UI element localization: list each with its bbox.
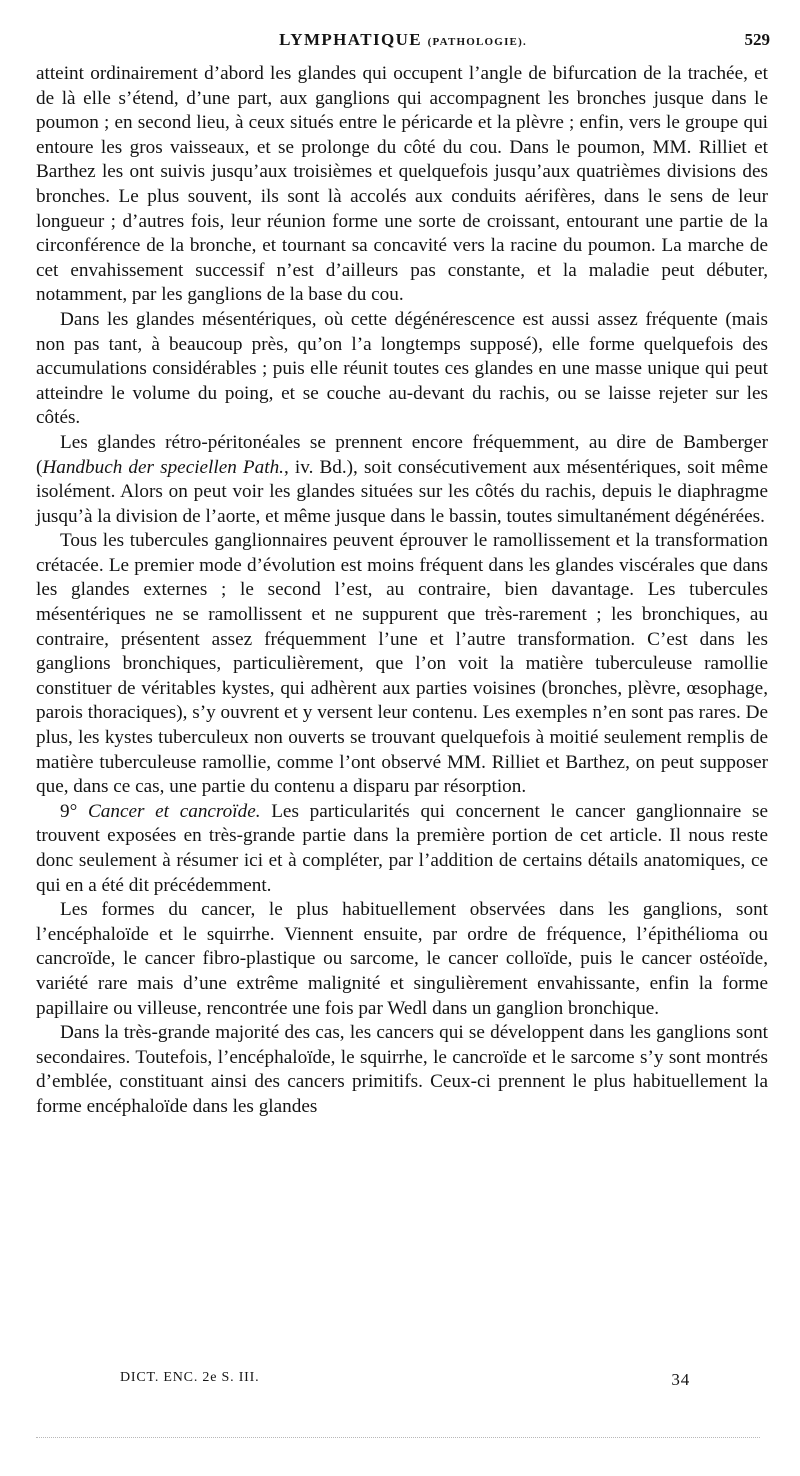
- paragraph-5-rest: Les particularités qui concernent le cancer ganglionnaire se trouvent exposées en très-grande partie dans la première portion de cet article. Il nous reste donc seulement à résumer ici et à compléter, par l’addition de certains détails anatomiques, ce qui en a été dit précédemment.: [36, 800, 768, 896]
- paragraph-1: atteint ordinairement d’abord les glandes qui occupent l’angle de bifurcation de la trachée, et de là elle s’étend, d’une part, aux ganglions qui accompagnent les bronches jusque dans le poumon ; en second lieu, à ceux situés entre le péricarde et la plèvre ; enfin, vers le groupe qui entoure les gros vaisseaux, et se prolonge du côté du cou. Dans le poumon, MM. Rilliet et Barthez les ont suivis jusqu’aux troisièmes et quelquefois jusqu’aux quatrièmes divisions des bronches. Le plus souvent, ils sont là accolés aux conduits aérifères, dans le sens de leur longueur ; d’autres fois, leur réunion forme une sorte de croissant, entourant une partie de la circonférence de la bronche, et tournant sa concavité vers la racine du poumon. La marche de cet envahissement successif n’est d’ailleurs pas constante, et la maladie peut débuter, notamment, par les ganglions de la base du cou.: [36, 63, 768, 306]
- paragraph-6: Les formes du cancer, le plus habituellement observées dans les ganglions, sont l’encéphaloïde et le squirrhe. Viennent ensuite, par ordre de fréquence, l’épithélioma ou cancroïde, le cancer fibro-plastique ou sarcome, le cancer colloïde, puis le cancer ostéoïde, variété rare mais d’une extrême malignité et singulièrement envahissante, enfin la forme papillaire ou villeuse, rencontrée une fois par Wedl dans un ganglion bronchique.: [36, 899, 768, 1019]
- paragraph-3-rest: , iv. Bd.), soit consécutivement aux mésentériques, soit même isolément. Alors on peut voir les glandes situées sur les côtés du rachis, depuis le diaphragme jusqu’à la division de l’aorte, et même jusque dans le bassin, toutes simultanément dégénérées.: [36, 456, 769, 527]
- signature-number: 34: [671, 1370, 690, 1389]
- printer-signature: [120, 1370, 690, 1392]
- paragraph-4: Tous les tubercules ganglionnaires peuvent éprouver le ramollissement et la transformation crétacée. Le premier mode d’évolution est moins fréquent dans les glandes viscérales que dans les glandes externes ; le second l’est, au contraire, bien davantage. Les tubercules mésentériques ne se ramollissent et ne suppurent que très-rarement ; les bronchiques, au contraire, présentent assez fréquemment l’une et l’autre transformation. C’est dans les ganglions bronchiques, particulièrement, que l’on voit la matière tuberculeuse ramollie constituer de véritables kystes, qui adhèrent aux parties voisines (bronches, plèvre, œsophage, parois thoraciques), s’y ouvrent et y versent leur contenu. Les exemples n’en sont pas rares. De plus, les kystes tuberculeux non ouverts se trouvant quelquefois à moitié seulement remplis de matière tuberculeuse ramollie, comme l’ont observé MM. Rilliet et Barthez, on peut supposer que, dans ce cas, une partie du contenu a disparu par résorption.: [36, 530, 768, 798]
- section-number: 9°: [60, 800, 78, 822]
- signature-text: DICT. ENC. 2e S. III.: [120, 1370, 260, 1385]
- paragraph-7: Dans la très-grande majorité des cas, les cancers qui se développent dans les ganglions sont secondaires. Toutefois, l’encéphaloïde, le squirrhe, le cancroïde et le sarcome s’y sont montrés d’emblée, constituant ainsi des cancers primitifs. Ceux-ci prennent le plus habituellement la forme encéphaloïde dans les glandes: [36, 1022, 768, 1117]
- paragraph-5: [36, 800, 768, 898]
- running-title: [36, 30, 770, 50]
- cited-book-title: Handbuch der speciellen Path.: [42, 456, 284, 478]
- running-head: [36, 30, 770, 56]
- body-text: [36, 62, 768, 1120]
- running-title-subject: (PATHOLOGIE).: [427, 36, 527, 48]
- running-title-main: LYMPHATIQUE: [279, 30, 423, 49]
- paragraph-3: [36, 431, 768, 529]
- bottom-scan-artifact: [36, 1437, 760, 1440]
- paragraph-3-lead: Les glandes rétro-péritonéales se prennent encore fréquemment, au dire de Bamberger (: [36, 431, 768, 478]
- page-number: 529: [744, 30, 770, 49]
- paragraph-2: Dans les glandes mésentériques, où cette dégénérescence est aussi assez fréquente (mais non pas tant, à beaucoup près, qu’on l’a longtemps supposé), elle forme quelquefois des accumulations considérables ; puis elle réunit toutes ces glandes en une masse unique qui peut atteindre le volume du poing, et se couche au-devant du rachis, ou se laisse rejeter sur les côtés.: [36, 308, 768, 429]
- section-heading: Cancer et cancroïde.: [87, 800, 261, 822]
